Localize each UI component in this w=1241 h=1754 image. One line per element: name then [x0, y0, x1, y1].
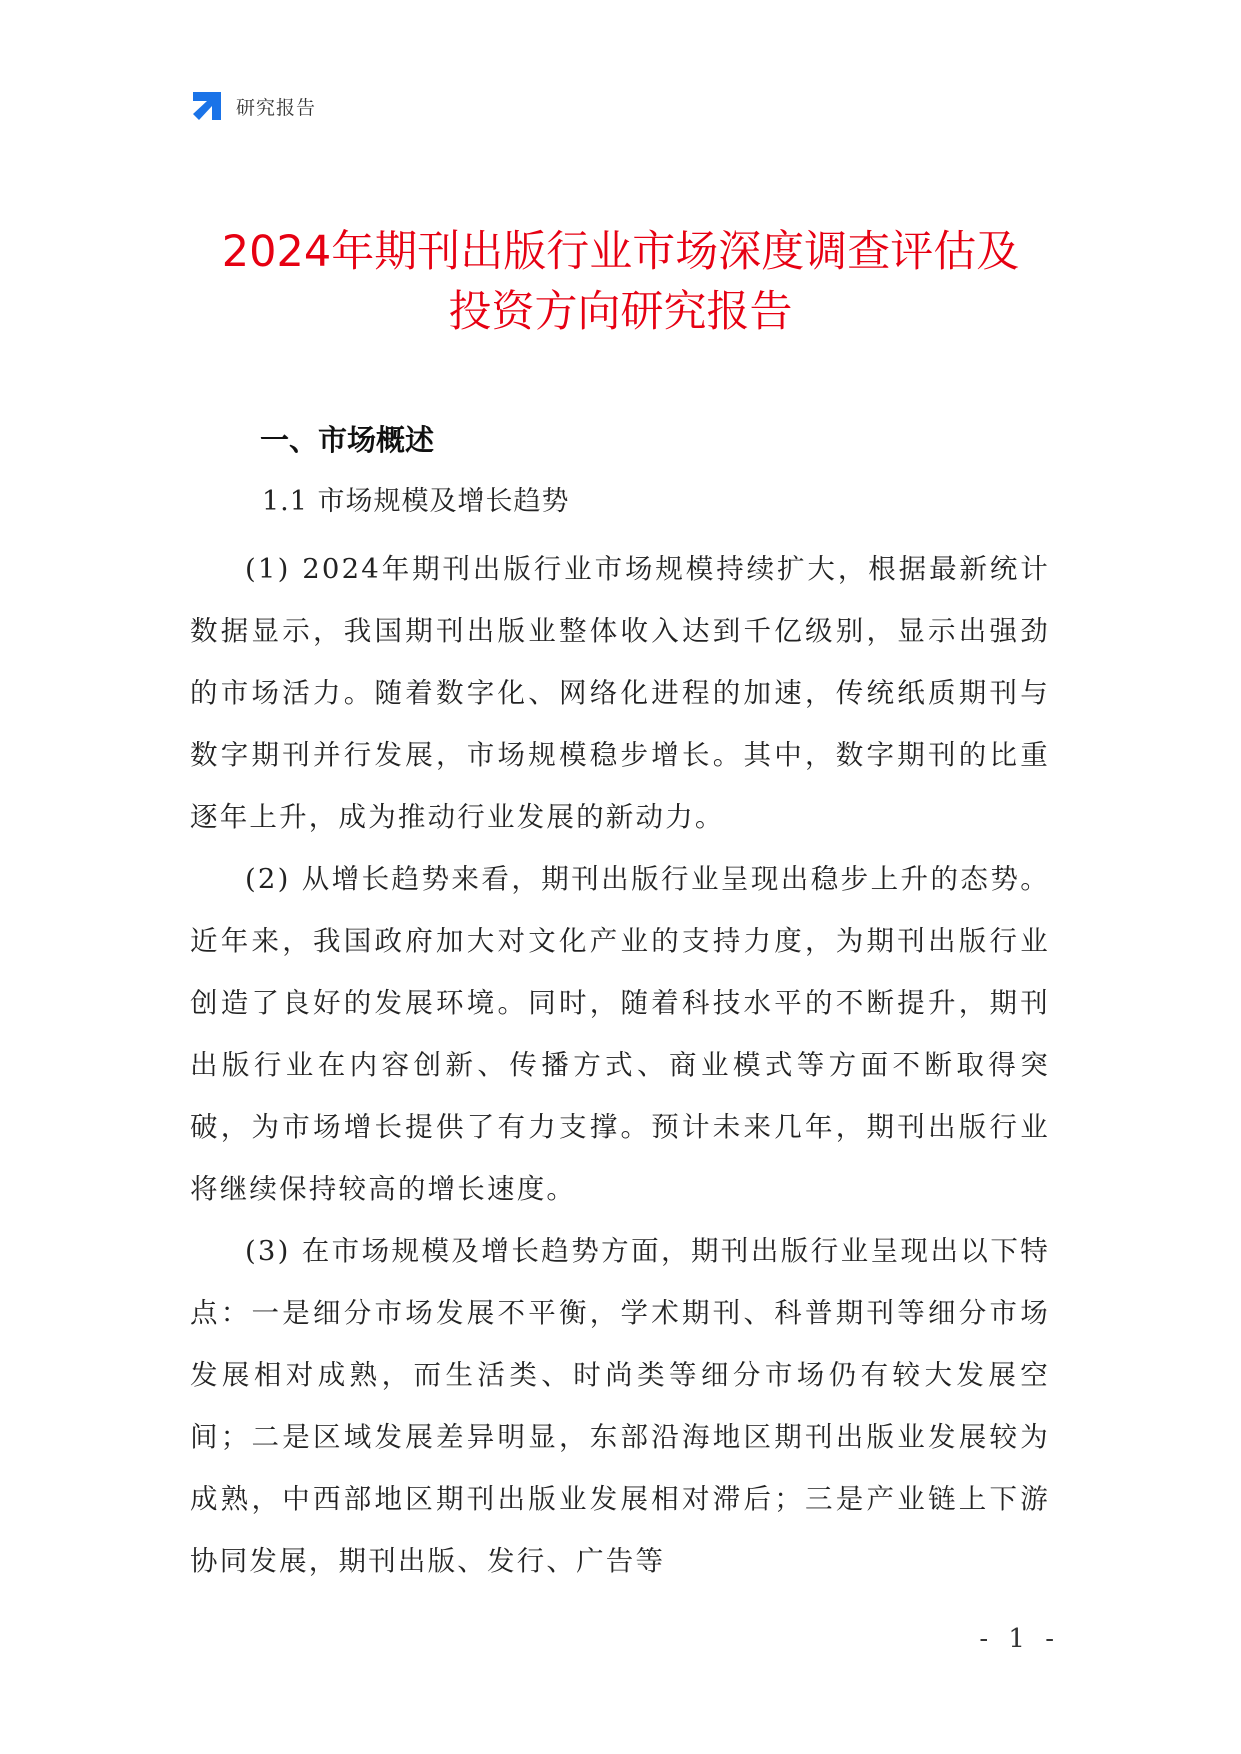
page-number: - 1 -	[979, 1624, 1060, 1654]
paragraph-1: (1) 2024年期刊出版行业市场规模持续扩大，根据最新统计数据显示，我国期刊出版业整体收入达到千亿级别，显示出强劲的市场活力。随着数字化、网络化进程的加速，传统纸质期刊与数字期刊并行发展，市场规模稳步增长。其中，数字期刊的比重逐年上升，成为推动行业发展的新动力。	[190, 553, 1050, 833]
paragraph-2: (2) 从增长趋势来看，期刊出版行业呈现出稳步上升的态势。近年来，我国政府加大对文化产业的支持力度，为期刊出版行业创造了良好的发展环境。同时，随着科技水平的不断提升，期刊出版行业在内容创新、传播方式、商业模式等方面不断取得突破，为市场增长提供了有力支撑。预计未来几年，期刊出版行业将继续保持较高的增长速度。	[190, 863, 1050, 1205]
subsection-heading: 1.1 市场规模及增长趋势	[262, 486, 570, 517]
section-heading: 一、市场概述	[260, 423, 435, 457]
document-title-line-2: 投资方向研究报告	[448, 287, 793, 337]
paragraph-3: (3) 在市场规模及增长趋势方面，期刊出版行业呈现出以下特点：一是细分市场发展不平衡，学术期刊、科普期刊等细分市场发展相对成熟，而生活类、时尚类等细分市场仍有较大发展空间；二是区域发展差异明显，东部沿海地区期刊出版业发展较为成熟，中西部地区期刊出版业发展相对滞后；三是产业链上下游协同发展，期刊出版、发行、广告等	[190, 1235, 1050, 1577]
document-title-line-1: 2024年期刊出版行业市场深度调查评估及	[221, 227, 1020, 277]
arrow-logo-icon	[190, 89, 224, 123]
body-text	[190, 538, 1050, 1592]
header-label: 研究报告	[236, 96, 317, 119]
page-header	[190, 88, 316, 124]
